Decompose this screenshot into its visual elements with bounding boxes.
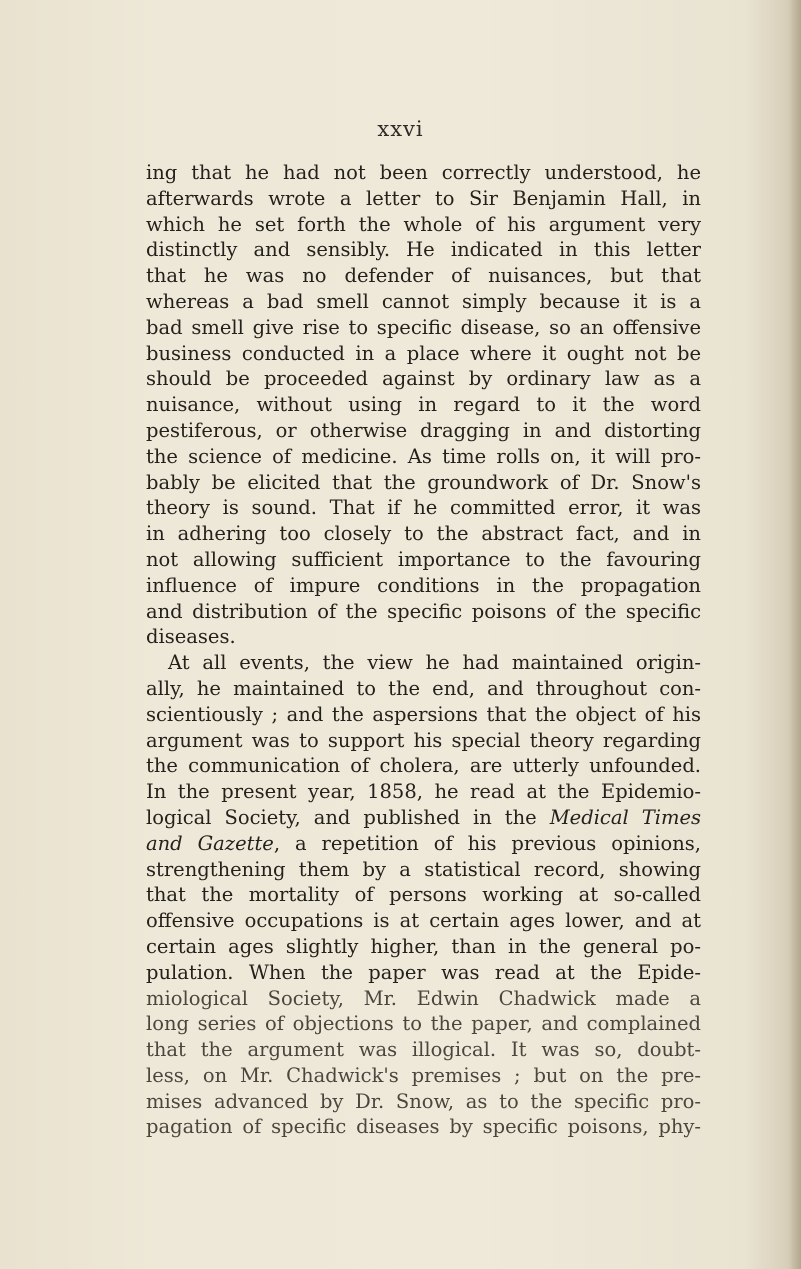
text-segment: logical Society, and published in the bbox=[146, 805, 537, 829]
text-line: miological Society, Mr. Edwin Chadwick made a bbox=[146, 986, 701, 1010]
paragraph-start-line: At all events, the view he had maintained origin- bbox=[168, 651, 701, 675]
page-number: xxvi bbox=[377, 117, 424, 141]
text-line: which he set forth the whole of his argument very bbox=[146, 212, 701, 236]
text-line: ing that he had not been correctly understood, he bbox=[146, 161, 701, 184]
body-text bbox=[146, 160, 701, 1140]
text-line: bably be elicited that the groundwork of Dr. Snow's bbox=[146, 470, 701, 494]
text-line: theory is sound. That if he committed error, it was bbox=[146, 496, 701, 520]
text-line-with-italic bbox=[146, 831, 701, 857]
text-line-with-italic bbox=[146, 805, 701, 831]
text-line: pulation. When the paper was read at the Epide- bbox=[146, 960, 701, 984]
text-line: distinctly and sensibly. He indicated in this letter bbox=[146, 238, 701, 262]
text-line: diseases. bbox=[146, 625, 236, 649]
text-line: bad smell give rise to specific disease, so an offensive bbox=[146, 315, 701, 339]
text-line: the communication of cholera, are utterly unfounded. bbox=[146, 754, 701, 778]
text-line: afterwards wrote a letter to Sir Benjamin Hall, in bbox=[146, 186, 701, 210]
text-line: nuisance, without using in regard to it the word bbox=[146, 393, 701, 417]
text-line: less, on Mr. Chadwick's premises ; but on the pre- bbox=[146, 1063, 701, 1087]
text-line: in adhering too closely to the abstract fact, and in bbox=[146, 522, 701, 546]
text-line: ally, he maintained to the end, and throughout con- bbox=[146, 676, 701, 700]
text-line: the science of medicine. As time rolls on, it will pro- bbox=[146, 444, 701, 468]
text-line: that he was no defender of nuisances, but that bbox=[146, 264, 701, 288]
italic-title: Medical Times bbox=[549, 805, 701, 829]
text-line: and distribution of the specific poisons of the specific bbox=[146, 599, 701, 623]
text-line: scientiously ; and the aspersions that the object of his bbox=[146, 702, 701, 726]
text-line: pagation of specific diseases by specific poisons, phy- bbox=[146, 1115, 701, 1139]
page-edge-shadow bbox=[789, 0, 801, 1269]
text-line: In the present year, 1858, he read at the Epidemio- bbox=[146, 780, 701, 804]
text-line: not allowing sufficient importance to the favouring bbox=[146, 547, 701, 571]
text-line: offensive occupations is at certain ages lower, and at bbox=[146, 909, 701, 933]
text-line: strengthening them by a statistical record, showing bbox=[146, 857, 701, 881]
text-line: that the argument was illogical. It was so, doubt- bbox=[146, 1038, 701, 1062]
text-segment: , a repetition of his previous opinions, bbox=[273, 831, 701, 855]
text-line: influence of impure conditions in the propagation bbox=[146, 573, 701, 597]
text-line: business conducted in a place where it ought not be bbox=[146, 341, 701, 365]
text-line: that the mortality of persons working at so-called bbox=[146, 883, 701, 907]
text-line: mises advanced by Dr. Snow, as to the specific pro- bbox=[146, 1089, 701, 1113]
text-line: long series of objections to the paper, and complained bbox=[146, 1012, 701, 1036]
text-line: should be proceeded against by ordinary law as a bbox=[146, 367, 701, 391]
text-line: argument was to support his special theory regarding bbox=[146, 728, 701, 752]
text-line: pestiferous, or otherwise dragging in and distorting bbox=[146, 418, 701, 442]
text-line: certain ages slightly higher, than in the general po- bbox=[146, 934, 701, 958]
italic-title-continued: and Gazette bbox=[146, 831, 274, 855]
text-line: whereas a bad smell cannot simply because it is a bbox=[146, 289, 701, 313]
